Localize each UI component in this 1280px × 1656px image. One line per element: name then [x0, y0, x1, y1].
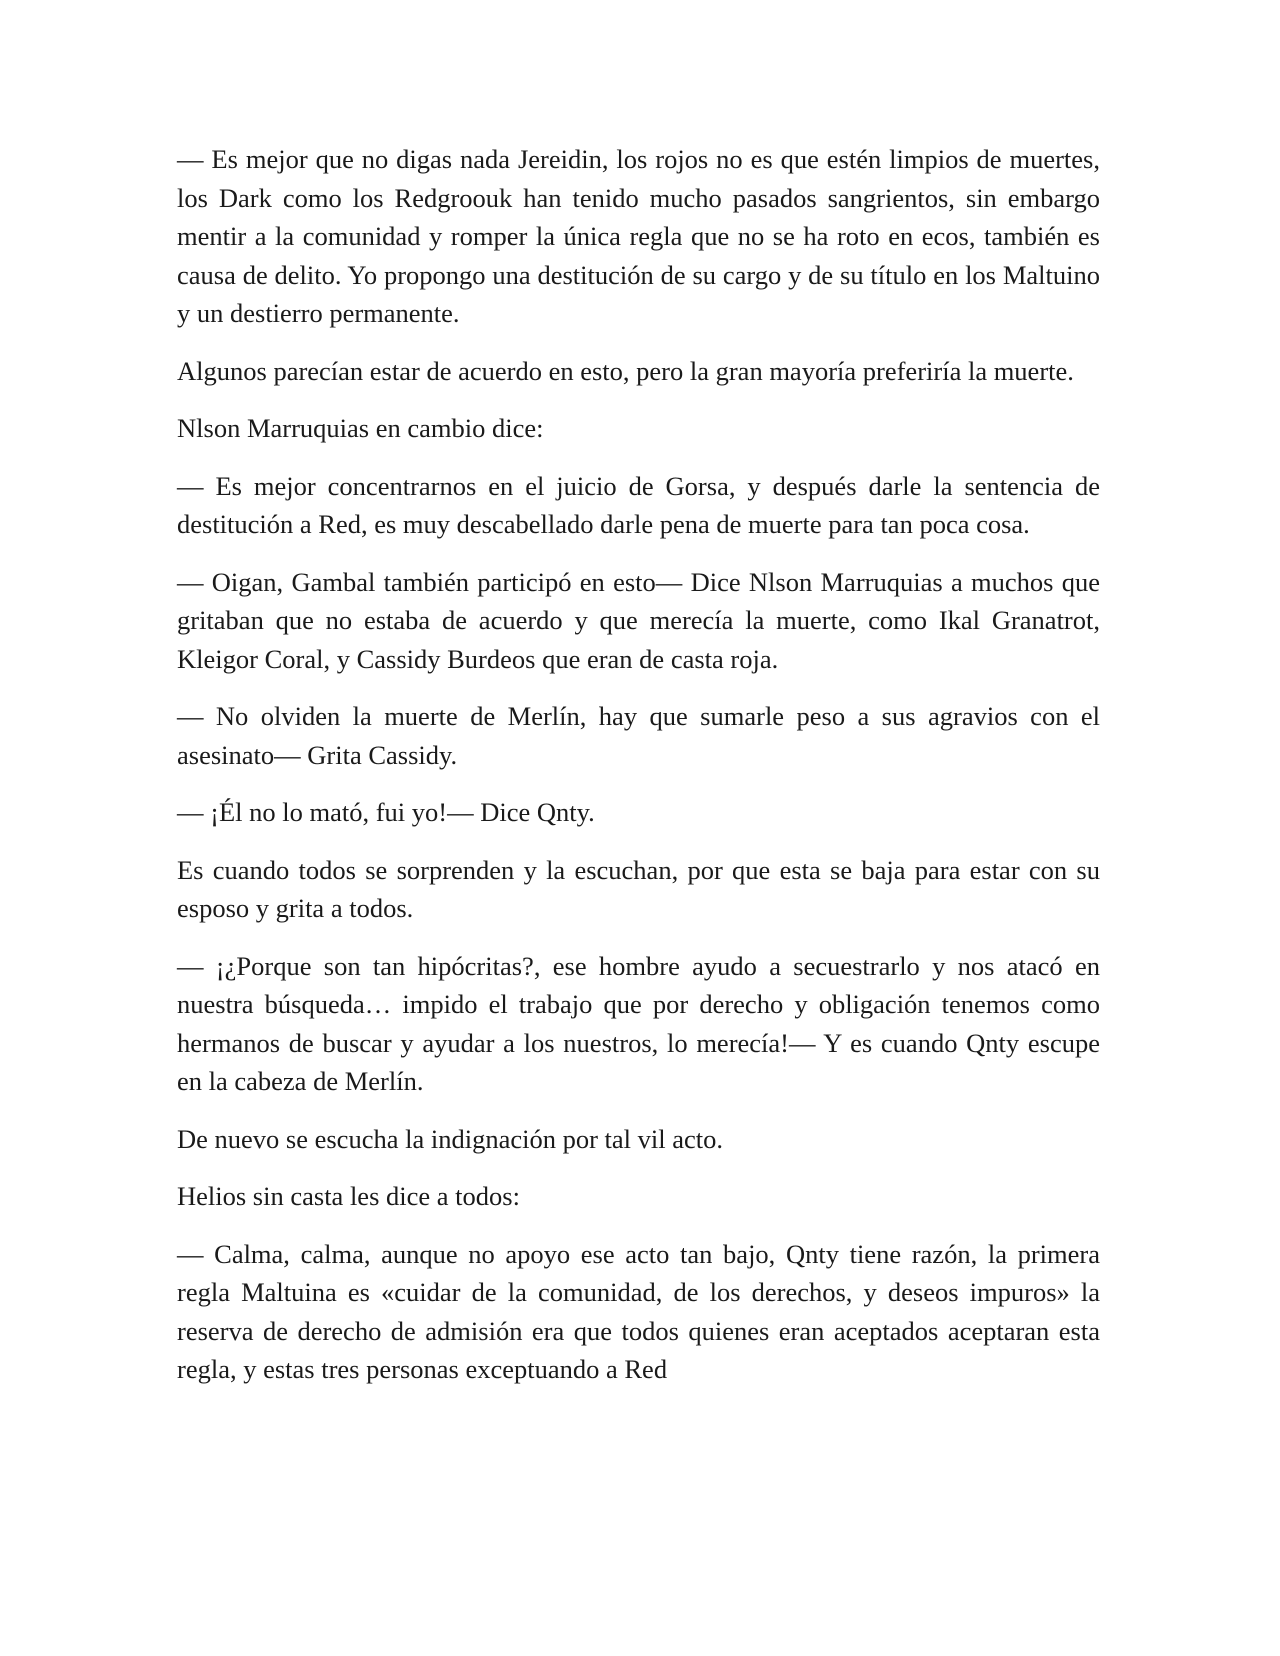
- paragraph: — Es mejor que no digas nada Jereidin, los rojos no es que estén limpios de muertes, los Dark como los Redgroouk han tenido mucho pasados sangrientos, sin embargo mentir a la comunidad y romper la única regla que no se ha roto en ecos, también es causa de delito. Yo propongo una destitución de su cargo y de su título en los Maltuino y un destierro permanente.: [177, 144, 1100, 328]
- paragraph: — Es mejor concentrarnos en el juicio de Gorsa, y después darle la sentencia de destitución a Red, es muy descabellado darle pena de muerte para tan poca cosa.: [177, 470, 1100, 539]
- paragraph: — Oigan, Gambal también participó en esto— Dice Nlson Marruquias a muchos que gritaban que no estaba de acuerdo y que merecía la muerte, como Ikal Granatrot, Kleigor Coral, y Cassidy Burdeos que eran de casta roja.: [177, 566, 1100, 674]
- document-page: [177, 140, 1100, 1408]
- paragraph: De nuevo se escucha la indignación por tal vil acto.: [177, 1123, 724, 1154]
- paragraph: Nlson Marruquias en cambio dice:: [177, 413, 544, 443]
- paragraph: Helios sin casta les dice a todos:: [177, 1181, 520, 1211]
- paragraph: Algunos parecían estar de acuerdo en esto, pero la gran mayoría preferiría la muerte.: [177, 355, 1074, 386]
- paragraph: — ¡¿Porque son tan hipócritas?, ese hombre ayudo a secuestrarlo y nos atacó en nuestra búsqueda… impido el trabajo que por derecho y obligación tenemos como hermanos de buscar y ayudar a los nuestros, lo merecía!— Y es cuando Qnty escupe en la cabeza de Merlín.: [177, 950, 1100, 1096]
- paragraph: — Calma, calma, aunque no apoyo ese acto tan bajo, Qnty tiene razón, la primera regla Maltuina es «cuidar de la comunidad, de los derechos, y deseos impuros» la reserva de derecho de admisión era que todos quienes eran aceptados aceptaran esta regla, y estas tres personas exceptuando a Red: [177, 1238, 1100, 1384]
- paragraph: — ¡Él no lo mató, fui yo!— Dice Qnty.: [177, 797, 595, 827]
- paragraph: Es cuando todos se sorprenden y la escuchan, por que esta se baja para estar con su esposo y grita a todos.: [177, 854, 1100, 923]
- paragraph: — No olviden la muerte de Merlín, hay que sumarle peso a sus agravios con el asesinato— Grita Cassidy.: [177, 701, 1100, 770]
